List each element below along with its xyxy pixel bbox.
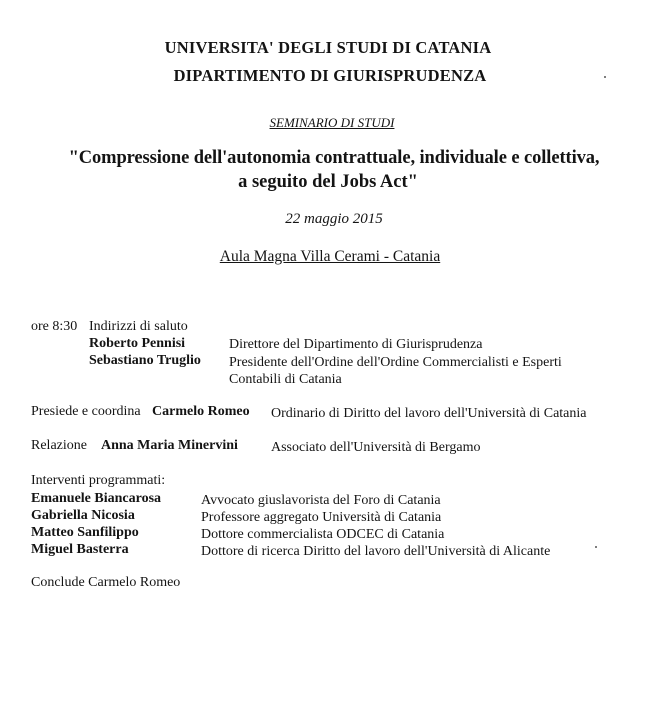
- greeter-role: Direttore del Dipartimento di Giurisprudenza: [229, 337, 483, 352]
- speaker-role: Avvocato giuslavorista del Foro di Catania: [201, 493, 441, 508]
- speaker-role: Dottore di ricerca Diritto del lavoro dell'Università di Alicante: [201, 544, 551, 559]
- speaker-role: Dottore commercialista ODCEC di Catania: [201, 527, 445, 542]
- greeter-role-continued: Contabili di Catania: [229, 372, 342, 387]
- program-time: ore 8:30: [31, 319, 78, 334]
- interventions-label: Interventi programmati:: [31, 473, 166, 488]
- event-title-line2: a seguito del Jobs Act": [238, 172, 418, 192]
- department-name: DIPARTIMENTO DI GIURISPRUDENZA: [173, 66, 487, 85]
- event-venue: Aula Magna Villa Cerami - Catania: [219, 248, 441, 265]
- speaker-role: Professore aggregato Università di Catania: [201, 510, 442, 525]
- chair-role: Ordinario di Diritto del lavoro dell'Università di Catania: [271, 406, 587, 421]
- event-date: 22 maggio 2015: [285, 211, 383, 227]
- greeter-name: Sebastiano Truglio: [89, 353, 201, 368]
- greetings-label: Indirizzi di saluto: [89, 319, 188, 334]
- speaker-name: Gabriella Nicosia: [31, 508, 135, 523]
- event-type: SEMINARIO DI STUDI: [269, 115, 395, 130]
- report-name: Anna Maria Minervini: [101, 438, 238, 453]
- speaker-name: Matteo Sanfilippo: [31, 525, 139, 540]
- greeter-role: Presidente dell'Ordine dell'Ordine Commercialisti e Esperti: [229, 355, 562, 370]
- speaker-name: Miguel Basterra: [31, 542, 129, 557]
- event-title-line1: "Compressione dell'autonomia contrattuale, individuale e collettiva,: [68, 148, 600, 168]
- report-label: Relazione: [31, 438, 87, 453]
- scan-speck: [604, 76, 606, 78]
- closing-remarks: Conclude Carmelo Romeo: [31, 575, 181, 590]
- scan-speck: [595, 546, 597, 548]
- greeter-name: Roberto Pennisi: [89, 336, 186, 351]
- speaker-name: Emanuele Biancarosa: [31, 491, 162, 506]
- chair-label: Presiede e coordina: [31, 404, 141, 419]
- chair-name: Carmelo Romeo: [152, 404, 250, 419]
- university-name: UNIVERSITA' DEGLI STUDI DI CATANIA: [164, 38, 492, 57]
- report-role: Associato dell'Università di Bergamo: [271, 440, 481, 455]
